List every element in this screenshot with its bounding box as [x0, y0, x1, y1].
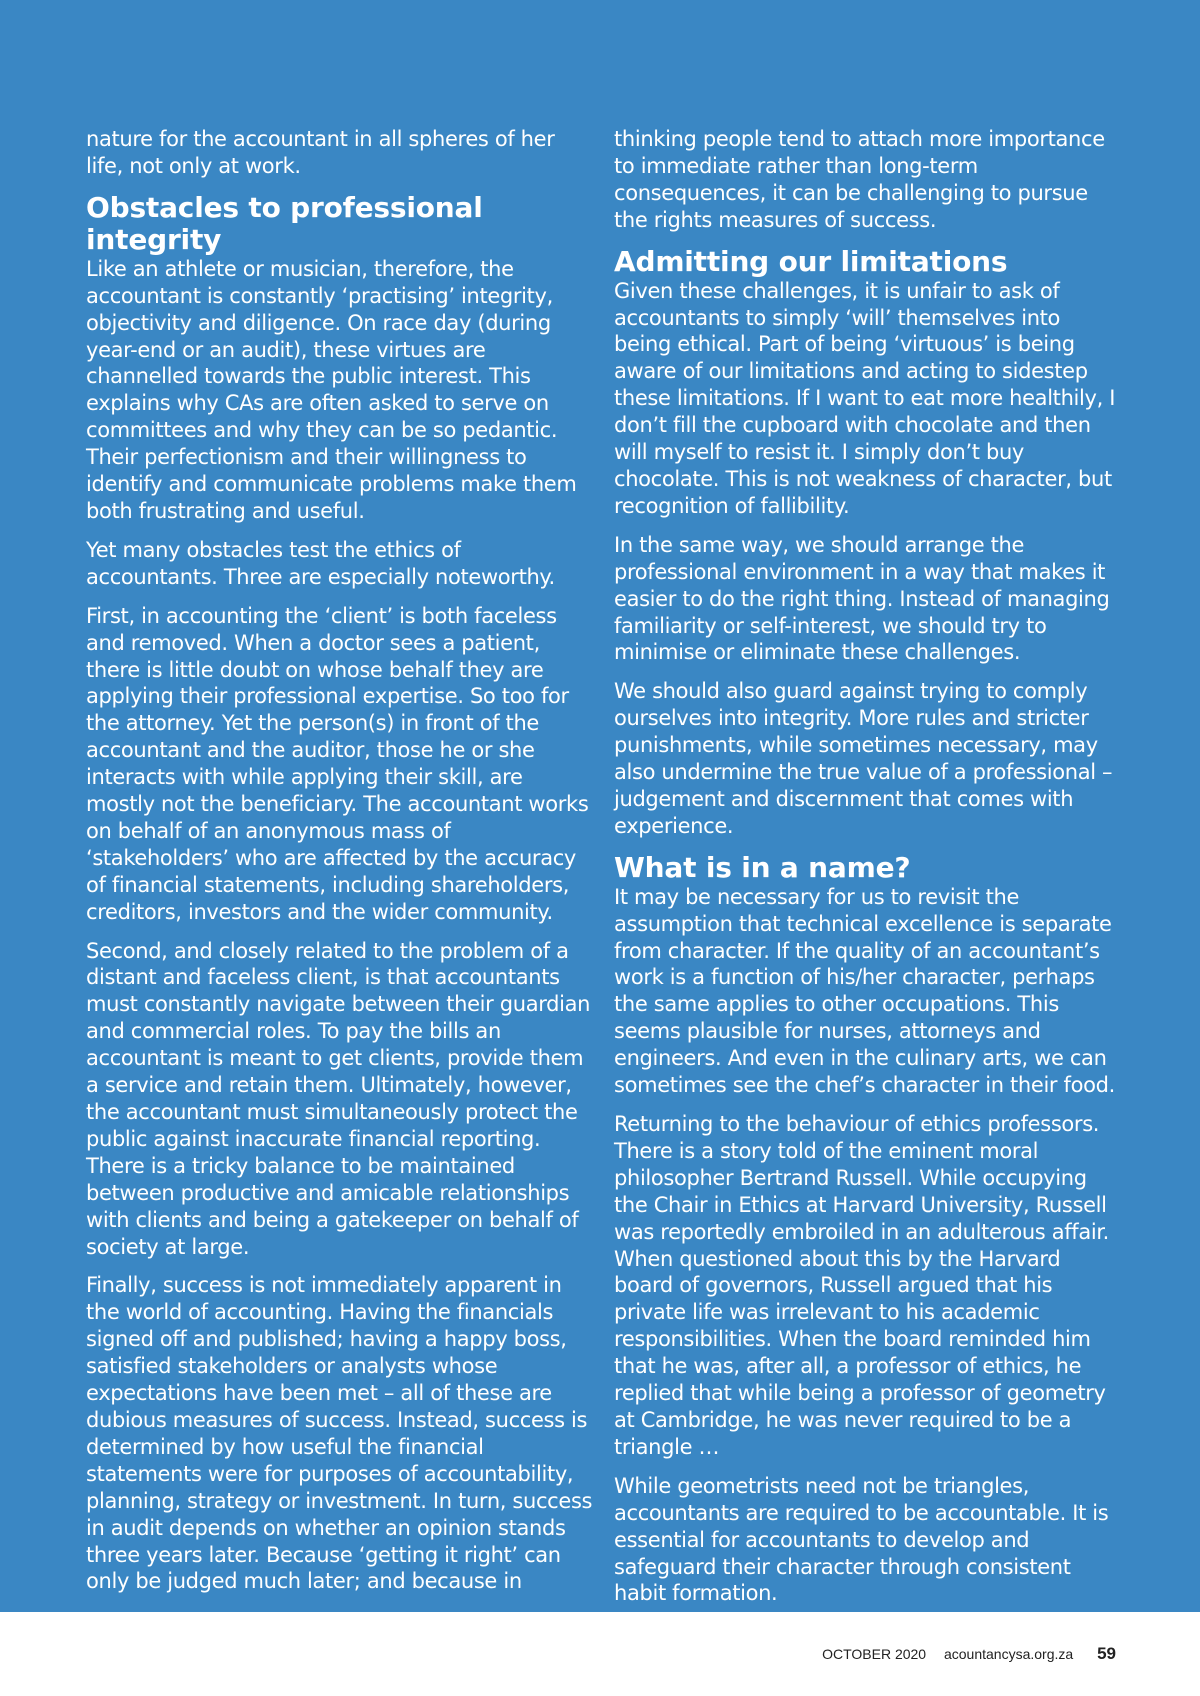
paragraph: First, in accounting the ‘client’ is both faceless and removed. When a doctor sees a patient, there is little doubt on whose behalf they are applying their professional expertise. So too for the attorney. Yet the person(s) in front of the accountant and the auditor, those he or she interacts with while applying their skill, are mostly not the beneficiary. The accountant works on behalf of an anonymous mass of ‘stakeholders’ who are affected by the accuracy of financial statements, including shareholders, creditors, investors and the wider community.: [86, 603, 589, 924]
paragraph: Yet many obstacles test the ethics of accountants. Three are especially noteworthy.: [86, 537, 555, 589]
right-column: [614, 126, 1119, 1619]
section-heading-obstacles: Obstacles to professional integrity: [86, 190, 483, 256]
paragraph: Like an athlete or musician, therefore, the accountant is constantly ‘practising’ integrity, objectivity and diligence. On race day (during year-end or an audit), these virtues are channelled towards the public interest. This explains why CAs are often asked to serve on committees and why they can be so pedantic. Their perfectionism and their willingness to identify and communicate problems make them both frustrating and useful.: [86, 256, 577, 523]
paragraph: It may be necessary for us to revisit the assumption that technical excellence is separate from character. If the quality of an accountant’s work is a function of his/her character, perhaps the same applies to other occupations. This seems plausible for nurses, attorneys and engineers. And even in the culinary arts, we can sometimes see the chef’s character in their food.: [614, 884, 1115, 1098]
paragraph: Given these challenges, it is unfair to ask of accountants to simply ‘will’ themselves into being ethical. Part of being ‘virtuous’ is being aware of our limitations and acting to sidestep these limitations. If I want to eat more healthily, I don’t fill the cupboard with chocolate and then will myself to resist it. I simply don’t buy chocolate. This is not weakness of character, but recognition of fallibility.: [614, 278, 1116, 518]
paragraph: thinking people tend to attach more importance to immediate rather than long-term consequences, it can be challenging to pursue the rights measures of success.: [614, 127, 1105, 232]
paragraph: We should also guard against trying to comply ourselves into integrity. More rules and stricter punishments, while sometimes necessary, may also undermine the true value of a professional – judgement and discernment that comes with experience.: [614, 679, 1113, 838]
page-number: 59: [1097, 1644, 1116, 1663]
paragraph: nature for the accountant in all spheres of her life, not only at work.: [86, 127, 555, 178]
paragraph: Finally, success is not immediately apparent in the world of accounting. Having the financials signed off and published; having a happy boss, satisfied stakeholders or analysts whose expectations have been met – all of these are dubious measures of success. Instead, success is determined by how useful the financial statements were for purposes of accountability, planning, strategy or investment. In turn, success in audit depends on whether an opinion stands three years later. Because ‘getting it right’ can only be judged much later; and because in: [86, 1273, 593, 1594]
paragraph: Second, and closely related to the problem of a distant and faceless client, is that accountants must constantly navigate between their guardian and commercial roles. To pay the bills an accountant is meant to get clients, provide them a service and retain them. Ultimately, however, the accountant must simultaneously protect the public against inaccurate financial reporting. There is a tricky balance to be maintained between productive and amicable relationships with clients and being a gatekeeper on behalf of society at large.: [86, 938, 591, 1259]
website-link[interactable]: acountancysa.org.za: [943, 1646, 1074, 1662]
page-footer: [808, 1644, 1116, 1664]
paragraph: While geometrists need not be triangles, accountants are required to be accountable. It is essential for accountants to develop and safeguard their character through consistent habit formation.: [614, 1473, 1109, 1606]
paragraph: Returning to the behaviour of ethics professors. There is a story told of the eminent moral philosopher Bertrand Russell. While occupying the Chair in Ethics at Harvard University, Russell was reportedly embroiled in an adulterous affair. When questioned about this by the Harvard board of governors, Russell argued that his private life was irrelevant to his academic responsibilities. When the board reminded him that he was, after all, a professor of ethics, he replied that while being a professor of geometry at Cambridge, he was never required to be a triangle …: [614, 1112, 1110, 1459]
issue-date: OCTOBER 2020: [822, 1646, 927, 1662]
paragraph: In the same way, we should arrange the professional environment in a way that makes it easier to do the right thing. Instead of managing familiarity or self-interest, we should try to minimise or eliminate these challenges.: [614, 532, 1110, 665]
section-heading-name: What is in a name?: [614, 850, 911, 884]
section-heading-limitations: Admitting our limitations: [614, 244, 1008, 278]
left-column: [86, 126, 596, 1607]
